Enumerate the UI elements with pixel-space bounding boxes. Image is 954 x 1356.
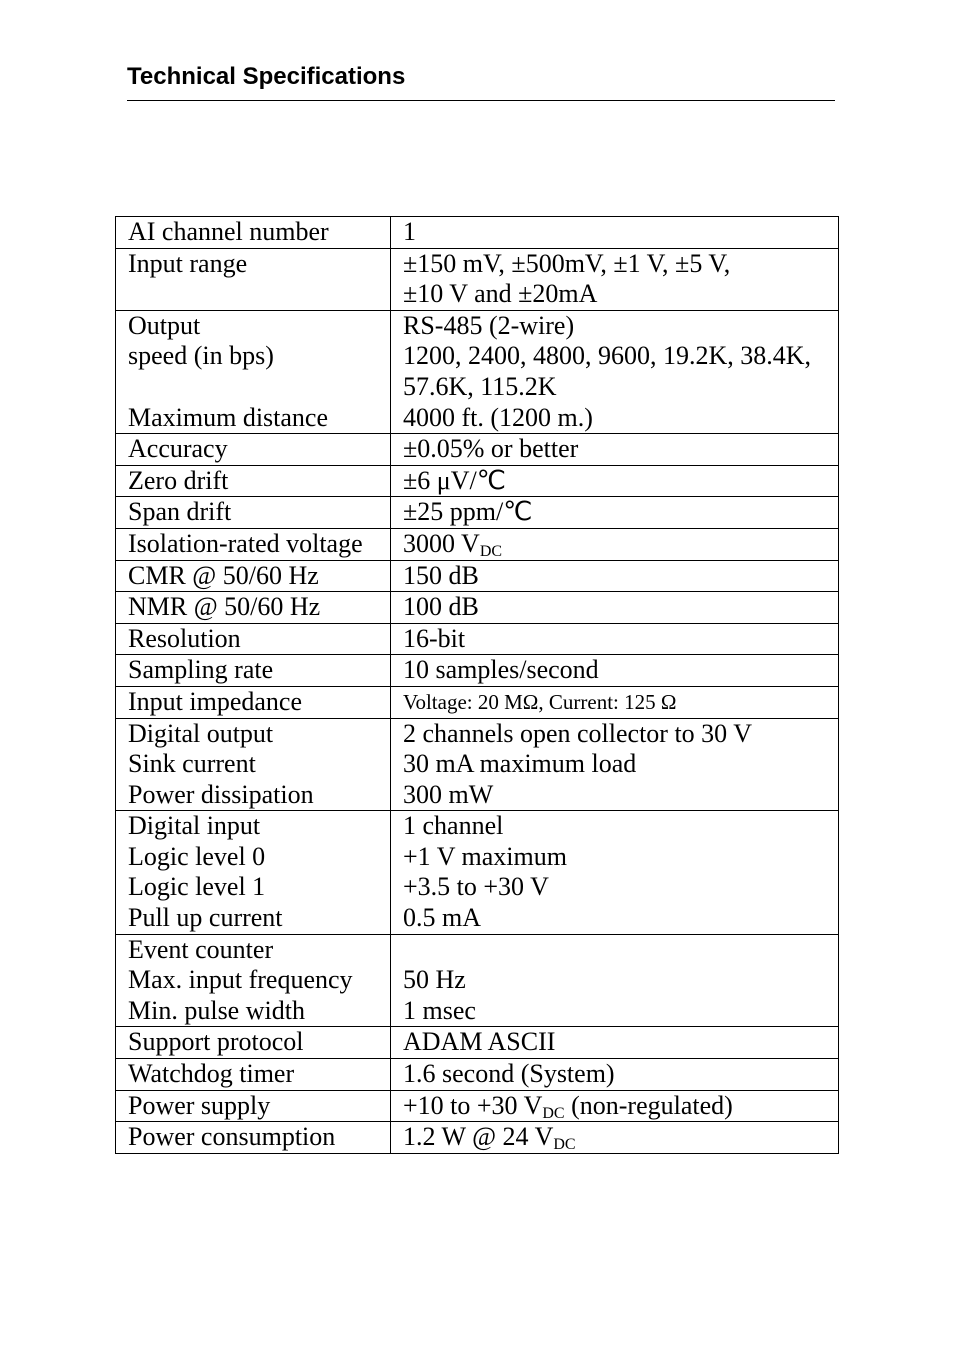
spec-label: Pull up current: [128, 903, 283, 933]
spec-label: Support protocol: [128, 1027, 304, 1057]
spec-value-cell: [391, 465, 839, 497]
spec-label: AI channel number: [128, 217, 329, 246]
spec-value-line: [403, 279, 838, 310]
spec-value: 300 mW: [403, 779, 494, 809]
spec-value-cell: [391, 811, 839, 934]
table-row: [116, 623, 839, 655]
spec-value-line: [403, 372, 838, 403]
spec-label-cell: [116, 718, 391, 811]
spec-label: Logic level 1: [128, 872, 266, 902]
spec-label: Min. pulse width: [128, 995, 305, 1025]
spec-value-cell: [391, 217, 839, 249]
table-row: [116, 217, 839, 249]
spec-label-cell: [116, 465, 391, 497]
spec-value-line: [403, 1091, 838, 1122]
spec-value-line: [403, 965, 838, 996]
spec-value: +3.5 to +30 V: [403, 872, 549, 902]
spec-value-line: [403, 529, 838, 560]
spec-value: 100 dB: [403, 592, 479, 622]
spec-label-cell: [116, 1059, 391, 1091]
spec-value-cell: [391, 1090, 839, 1122]
spec-value: 10 samples/second: [403, 655, 599, 685]
spec-label-cell: [116, 934, 391, 1027]
table-row: [116, 811, 839, 934]
spec-value-cell: [391, 248, 839, 310]
spec-label: Power supply: [128, 1090, 271, 1120]
spec-label: Power consumption: [128, 1122, 336, 1152]
spec-label: Watchdog timer: [128, 1059, 295, 1089]
spec-value-line: [403, 1027, 838, 1058]
page-header: [127, 62, 835, 101]
spec-value-cell: [391, 623, 839, 655]
table-row: [116, 1090, 839, 1122]
spec-value-line: [403, 780, 838, 811]
table-row: [116, 434, 839, 466]
table-row: [116, 592, 839, 624]
spec-label: [128, 372, 390, 403]
spec-value: 2 channels open collector to 30 V: [403, 718, 752, 748]
spec-value-line: [403, 311, 838, 342]
spec-label-cell: [116, 248, 391, 310]
spec-label-cell: [116, 623, 391, 655]
spec-value-line: [403, 719, 838, 750]
spec-value-line: [403, 872, 838, 903]
spec-label-cell: [116, 497, 391, 529]
spec-value-line: [403, 217, 838, 248]
spec-label: Max. input frequency: [128, 965, 353, 995]
spec-value: 50 Hz: [403, 965, 466, 995]
spec-value-line: [403, 341, 838, 372]
spec-value-line: [403, 1059, 838, 1090]
spec-label: Digital input: [128, 811, 261, 841]
spec-label: CMR @ 50/60 Hz: [128, 560, 319, 590]
spec-label: Event counter: [128, 934, 274, 964]
spec-label: Sampling rate: [128, 655, 274, 685]
spec-value-cell: [391, 1059, 839, 1091]
spec-value: +10 to +30 V: [403, 1090, 543, 1120]
table-row: [116, 248, 839, 310]
spec-label-cell: [116, 1090, 391, 1122]
table-row: [116, 718, 839, 811]
spec-value: ±10 V and ±20mA: [403, 279, 598, 309]
spec-label-cell: [116, 811, 391, 934]
spec-label: Accuracy: [128, 434, 228, 464]
spec-value-cell: [391, 655, 839, 687]
spec-value: 3000 V: [403, 528, 480, 558]
spec-value-cell: [391, 497, 839, 529]
spec-value: ±6 μV/℃: [403, 465, 506, 495]
spec-value-cell: [391, 434, 839, 466]
spec-label-cell: [116, 434, 391, 466]
spec-value-line: [403, 561, 838, 592]
spec-label: Sink current: [128, 749, 256, 779]
spec-value-line: [403, 935, 838, 966]
spec-value-line: [403, 403, 838, 434]
spec-label: Input range: [128, 248, 248, 278]
spec-value: ±150 mV, ±500mV, ±1 V, ±5 V,: [403, 248, 731, 278]
spec-label-cell: [116, 1122, 391, 1154]
spec-value-line: [403, 624, 838, 655]
spec-label: Input impedance: [128, 686, 302, 716]
spec-value: 16-bit: [403, 623, 466, 653]
table-row: [116, 465, 839, 497]
spec-value: 1.6 second (System): [403, 1059, 615, 1089]
spec-value-line: [403, 903, 838, 934]
spec-value-line: [403, 749, 838, 780]
table-row: [116, 310, 839, 433]
spec-label-cell: [116, 217, 391, 249]
spec-value-cell: [391, 1122, 839, 1154]
spec-label: Output: [128, 310, 201, 340]
spec-label: Maximum distance: [128, 402, 329, 432]
page-title: Technical Specifications: [127, 63, 406, 90]
spec-value: Voltage: 20 MΩ, Current: 125 Ω: [403, 689, 677, 714]
spec-value-cell: [391, 718, 839, 811]
spec-label-cell: [116, 655, 391, 687]
spec-label: Span drift: [128, 497, 232, 527]
spec-value: +1 V maximum: [403, 841, 567, 871]
table-row: [116, 560, 839, 592]
table-row: [116, 497, 839, 529]
spec-value-line: [403, 1122, 838, 1153]
spec-value: 57.6K, 115.2K: [403, 371, 557, 401]
spec-value-line: [403, 842, 838, 873]
table-row: [116, 686, 839, 718]
table-row: [116, 1027, 839, 1059]
spec-value-line: [403, 996, 838, 1027]
table-row: [116, 655, 839, 687]
spec-value: 1200, 2400, 4800, 9600, 19.2K, 38.4K,: [403, 341, 812, 371]
spec-value-cell: [391, 686, 839, 718]
spec-value-cell: [391, 310, 839, 433]
spec-value-line: [403, 687, 838, 718]
table-row: [116, 934, 839, 1027]
table-row: [116, 528, 839, 560]
spec-value: 1 channel: [403, 811, 504, 841]
spec-label: Zero drift: [128, 465, 229, 495]
spec-label: speed (in bps): [128, 341, 274, 371]
spec-label-cell: [116, 686, 391, 718]
spec-value: 0.5 mA: [403, 903, 481, 933]
spec-table: [115, 216, 839, 1154]
spec-value: RS-485 (2-wire): [403, 310, 575, 340]
unit-subscript: DC: [542, 1104, 565, 1122]
spec-value-cell: [391, 592, 839, 624]
spec-value: 1.2 W @ 24 V: [403, 1122, 554, 1152]
spec-value: ±0.05% or better: [403, 434, 579, 464]
spec-value-line: [403, 497, 838, 528]
spec-value-cell: [391, 528, 839, 560]
spec-table-body: [116, 217, 839, 1154]
spec-label-cell: [116, 1027, 391, 1059]
spec-value-line: [403, 249, 838, 280]
spec-value: 1 msec: [403, 995, 476, 1025]
spec-label: Resolution: [128, 623, 241, 653]
spec-label: NMR @ 50/60 Hz: [128, 592, 321, 622]
spec-value-line: [403, 592, 838, 623]
spec-value-line: [403, 655, 838, 686]
unit-subscript: DC: [553, 1136, 576, 1154]
spec-value: 4000 ft. (1200 m.): [403, 402, 593, 432]
spec-label-cell: [116, 310, 391, 433]
table-row: [116, 1122, 839, 1154]
spec-value: 1: [403, 217, 416, 246]
spec-label: Isolation-rated voltage: [128, 528, 363, 558]
spec-label: Logic level 0: [128, 841, 266, 871]
unit-subscript: DC: [479, 542, 503, 560]
spec-value-line: [403, 811, 838, 842]
spec-value: ±25 ppm/℃: [403, 497, 533, 527]
spec-value-line: [403, 466, 838, 497]
spec-value: ADAM ASCII: [403, 1027, 556, 1057]
spec-label-cell: [116, 592, 391, 624]
spec-label-cell: [116, 560, 391, 592]
spec-label-cell: [116, 528, 391, 560]
spec-value-line: [403, 434, 838, 465]
spec-value-cell: [391, 560, 839, 592]
spec-value: 150 dB: [403, 560, 479, 590]
spec-value-suffix: (non-regulated): [564, 1090, 733, 1120]
spec-label: Power dissipation: [128, 779, 314, 809]
table-row: [116, 1059, 839, 1091]
spec-value: 30 mA maximum load: [403, 749, 637, 779]
spec-label: Digital output: [128, 718, 274, 748]
spec-value-cell: [391, 934, 839, 1027]
spec-value-cell: [391, 1027, 839, 1059]
